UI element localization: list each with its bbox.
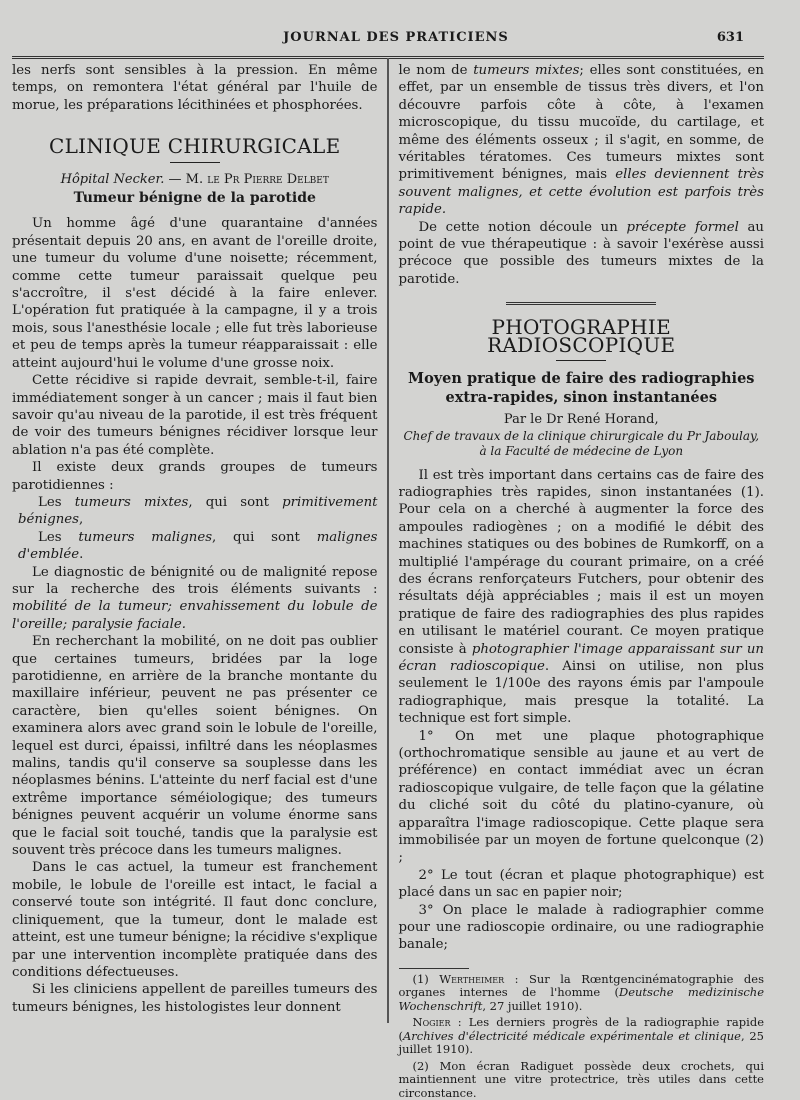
right-column <box>389 62 765 1100</box>
list-text: , qui sont <box>188 494 283 510</box>
section-title-photographie: PHOTOGRAPHIE RADIOSCOPIQUE <box>487 315 676 357</box>
article-title-parotide: Tumeur bénigne de la parotide <box>73 190 316 207</box>
paragraph: Cette récidive si rapide devrait, semble-t-il, faire immédiatement songer à un cancer ; mais il faut bien savoir qu'au niveau de la parotide, il est très fréquent de voir des tumeurs bénignes récidiver lorsque leur ablation n'a pas été complète. <box>12 373 378 458</box>
list-item: 1° On met une plaque photographique (orthochromatique sensible au jaune et au vert de préférence) en contact immédiat avec un écran radioscopique vulgaire, de telle façon que la gélatine du cliché soit du côté du platino-cyanure, où apparaîtra l'image radioscopique. Cette plaque sera immobilisée par un moyen de fortune quelconque (2) ; <box>398 728 764 866</box>
running-header <box>12 0 780 44</box>
paragraph-text: ; elles sont constituées, en effet, par un ensemble de tissus très divers, et l'on découvre parfois côte à côte, à l'examen microscopique, du tissu mucoïde, du cartilage, et même des éléments osseux ; il s'agit, en somme, de véritables tératomes. Ces tumeurs mixtes sont primitivement bénignes, mais <box>398 63 764 183</box>
page-number: 631 <box>716 30 744 45</box>
footnote-author: Wertheimer <box>439 971 505 986</box>
paragraph-emphasis: tumeurs mixtes <box>473 63 580 78</box>
list-item <box>18 529 378 564</box>
paragraph: En recherchant la mobilité, on ne doit pas oublier que certaines tumeurs, bridées par la loge parotidienne, en arrière de la branche montante du maxillaire inférieur, peuvent ne pas présenter ce caractère, bien qu'elles soient bénignes. On examinera alors avec grand soin le lobule de l'oreille, lequel est durci, épaissi, infiltré dans les néoplasmes malins, tandis qu'il conserve sa souplesse dans les néoplasmes bénins. L'atteinte du nerf facial est d'une extrême importance séméiologique; des tumeurs bénignes peuvent acquérir un volume énorme sans que le facial soit touché, tandis que la paralysie est souvent très précoce dans les tumeurs malignes. <box>12 634 378 859</box>
byline-place: Hôpital Necker. <box>60 171 165 187</box>
list-term: malignes d'emblée <box>18 529 378 563</box>
paragraph <box>12 564 378 634</box>
article-title-radiographies: Moyen pratique de faire des radiographies extra-rapides, sinon instantanées <box>408 370 755 407</box>
list-text: Les <box>38 529 79 545</box>
footnote-source: Archives d'électricité médicale expérimentale et clinique <box>403 1028 741 1043</box>
byline <box>12 171 378 188</box>
list-item: 3° On place le malade à radiographier comme pour une radioscopie ordinaire, ou une radiographie banale; <box>398 902 764 953</box>
paragraph-emphasis: photographier l'image apparaissant sur un écran radioscopique <box>398 641 764 674</box>
paragraph: Un homme âgé d'une quarantaine d'années présentait depuis 20 ans, en avant de l'oreille droite, une tumeur du volume d'une noisette; récemment, comme cette tumeur paraissait quelque peu s'accroître, il s'est décidé à la faire enlever. L'opération fut pratiquée à la campagne, il y a trois mois, sous l'anesthésie locale ; elle fut très laborieuse et peu de temps après la tumeur réapparaissait : elle atteint aujourd'hui le volume d'une grosse noix. <box>12 216 378 371</box>
list-text: Les <box>38 494 75 510</box>
paragraph-emphasis: précepte formel <box>626 219 739 235</box>
paragraph <box>399 62 765 219</box>
footnote-text: : Les derniers progrès de la radiographie rapide ( <box>398 1015 764 1043</box>
list-term: primitivement bénignes <box>18 494 378 528</box>
paragraph-text: De cette notion découle un <box>418 219 627 235</box>
footnote-text: , 25 juillet 1910). <box>398 1028 764 1057</box>
list-term: tumeurs mixtes <box>74 494 189 510</box>
list-term: tumeurs malignes <box>78 529 213 545</box>
list-text: , qui sont <box>212 529 317 545</box>
paragraph-text: le nom de <box>398 63 474 78</box>
footnote-text: : Sur la Rœntgencinématographie des organes internes de l'homme ( <box>398 971 764 1000</box>
section-rule <box>170 162 220 163</box>
footnote <box>399 973 765 1014</box>
footnote <box>399 1016 765 1057</box>
two-column-body <box>12 62 765 1100</box>
paragraph <box>399 219 765 289</box>
list-item: 2° Le tout (écran et plaque photographique) est placé dans un sac en papier noir; <box>398 867 764 901</box>
footnote-rule <box>399 968 469 969</box>
paragraph-text: au point de vue thérapeutique : à savoir l'exérèse aussi précoce que possible des tumeurs mixtes de la parotide. <box>398 219 764 287</box>
article-author: Par le Dr René Horand, <box>503 412 659 428</box>
paragraph-emphasis: elles deviennent très souvent malignes, et cette évolution est parfois très rapide. <box>398 167 764 218</box>
journal-title: JOURNAL DES PRATICIENS <box>283 30 509 45</box>
paragraph <box>399 467 765 728</box>
paragraph-text: Il est très important dans certains cas de faire des radiographies très rapides, sinon instantanées (1). Pour cela on a cherché à augmenter la force des ampoules radiogènes ; on a modifié le débit des machines statiques ou des bobines de Rumkorff, on a multiplié l'ampérage du courant primaire, on a créé des écrans renforçateurs Futchers, pour obtenir des résultats déjà appréciables ; mais il est un moyen pratique de faire des radiographies des plus rapides en utilisant le matériel courant. Ce moyen pratique consiste à <box>398 467 764 657</box>
paragraph-text: Le diagnostic de bénignité ou de malignité repose sur la recherche des trois éléments suivants : <box>12 564 378 597</box>
paragraph: Si les cliniciens appellent de pareilles tumeurs des tumeurs bénignes, les histologistes leur donnent <box>12 982 378 1015</box>
list-text: . <box>79 547 84 563</box>
footnote-source: Deutsche medizinische Wochenschrift <box>398 985 765 1013</box>
section-rule <box>556 360 606 361</box>
left-column <box>12 62 387 1039</box>
footnote-author: Nogier <box>412 1015 451 1030</box>
section-separator <box>506 302 656 305</box>
byline-author: — M. le Pr Pierre Delbet <box>168 171 329 187</box>
footnote: (2) Mon écran Radiguet possède deux crochets, qui maintiennent une vitre protectrice, très utiles dans cette circonstance. <box>398 1058 764 1100</box>
footnote-text: , 27 juillet 1910). <box>482 998 583 1013</box>
paragraph: Dans le cas actuel, la tumeur est franchement mobile, le lobule de l'oreille est intact, le facial a conservé toute son intégrité. Il faut donc conclure, cliniquement, que la tumeur, dont le malade est atteint, est une tumeur bénigne; la récidive s'explique par une intervention incomplète pratiquée dans des conditions défectueuses. <box>12 860 378 980</box>
paragraph-text: . Ainsi on utilise, non plus seulement le 1/100e des rayons émis par l'ampoule radiographique, mais presque la totalité. La technique est fort simple. <box>398 658 764 727</box>
paragraph: Il existe deux grands groupes de tumeurs parotidiennes : <box>12 460 378 493</box>
footnote-text: (1) <box>412 971 440 986</box>
continued-paragraph: les nerfs sont sensibles à la pression. En même temps, on remontera l'état général par l'huile de morue, les préparations lécithinées et phosphorées. <box>12 63 378 113</box>
section-title-clinique: CLINIQUE CHIRURGICALE <box>48 134 341 159</box>
author-affiliation: Chef de travaux de la clinique chirurgicale du Pr Jaboulay, à la Faculté de médecine de Lyon <box>403 428 760 458</box>
paragraph-emphasis: mobilité de la tumeur; envahissement du lobule de l'oreille; paralysie faciale. <box>12 599 378 632</box>
list-text: , <box>78 512 84 528</box>
list-item <box>18 494 378 529</box>
